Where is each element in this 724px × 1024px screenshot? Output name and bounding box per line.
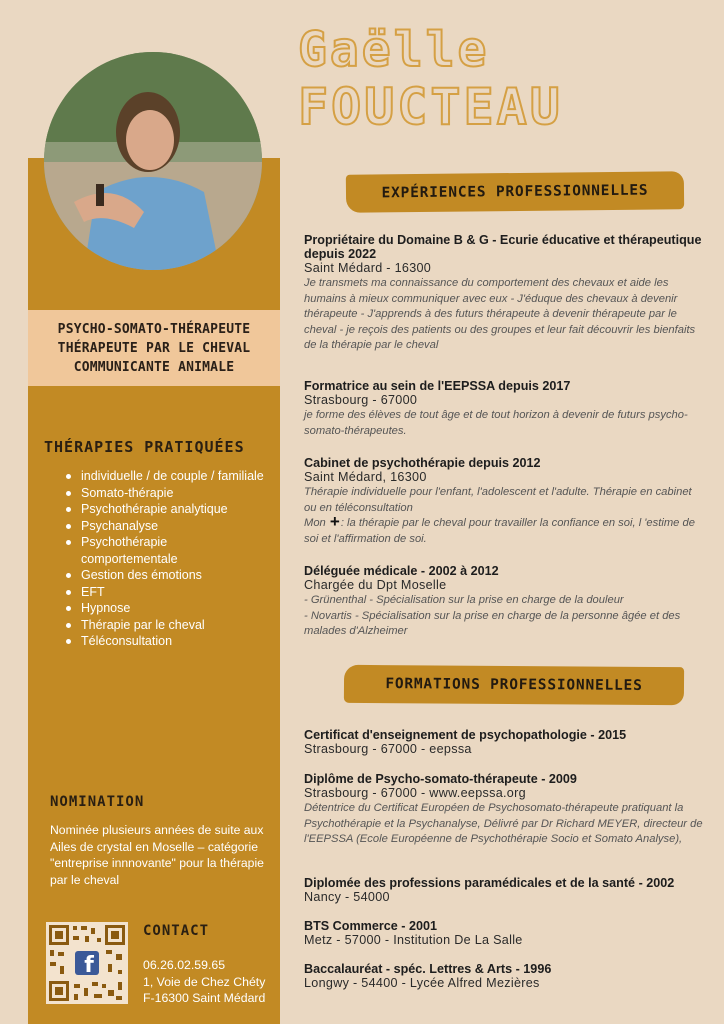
entry-title: Propriétaire du Domaine B & G - Ecurie éducative et thérapeutique depuis 2022: [304, 233, 702, 261]
entry-description: - Novartis - Spécialisation sur la prise en charge de la personne âgée et des malades d'Alzheimer: [304, 609, 681, 637]
experience-entry: [304, 233, 704, 354]
entry-location: Strasbourg - 67000: [304, 393, 418, 407]
contact-info: [143, 957, 265, 1007]
list-item: Thérapie par le cheval: [64, 617, 264, 634]
list-item: individuelle / de couple / familiale: [64, 468, 264, 485]
formation-entry: [304, 772, 704, 848]
list-item: Psychothérapie comportementale: [64, 534, 264, 567]
experience-entry: [304, 564, 704, 640]
experience-entry: [304, 456, 704, 547]
nomination-heading: NOMINATION: [50, 794, 145, 810]
entry-title: Diplomée des professions paramédicales et de la santé - 2002: [304, 876, 675, 890]
entry-title: Baccalauréat - spéc. Lettres & Arts - 1996: [304, 962, 552, 976]
entry-location: Strasbourg - 67000 - eepssa: [304, 742, 472, 756]
professional-titles: [28, 310, 280, 386]
entry-description: [304, 512, 704, 547]
list-item: Hypnose: [64, 600, 264, 617]
entry-title: Déléguée médicale - 2002 à 2012: [304, 564, 499, 578]
entry-title: Diplôme de Psycho-somato-thérapeute - 2009: [304, 772, 577, 786]
therapies-heading: THÉRAPIES PRATIQUÉES: [44, 438, 245, 456]
list-item: EFT: [64, 584, 264, 601]
contact-heading: CONTACT: [143, 923, 210, 939]
entry-title: Certificat d'enseignement de psychopathologie - 2015: [304, 728, 627, 742]
experience-entry: [304, 379, 704, 439]
plus-icon: +: [329, 512, 340, 531]
contact-address-line: 1, Voie de Chez Chéty: [143, 974, 266, 989]
qr-code[interactable]: [46, 922, 128, 1004]
entry-text: Mon: [304, 517, 326, 529]
list-item: Téléconsultation: [64, 633, 264, 650]
formation-entry: [304, 728, 704, 757]
entry-title: Formatrice au sein de l'EEPSSA depuis 2017: [304, 379, 571, 393]
title-line: THÉRAPEUTE PAR LE CHEVAL: [57, 340, 251, 356]
formation-heading: FORMATIONS PROFESSIONNELLES: [385, 676, 643, 694]
facebook-icon: f: [84, 953, 94, 978]
entry-location: Nancy - 54000: [304, 890, 390, 904]
last-name: FOUCTEAU: [298, 78, 563, 136]
first-name: Gaëlle: [298, 22, 490, 78]
contact-phone[interactable]: 06.26.02.59.65: [143, 958, 226, 972]
entry-description: - Grünenthal - Spécialisation sur la prise en charge de la douleur: [304, 594, 624, 606]
formation-entry: [304, 962, 704, 991]
entry-title: Cabinet de psychothérapie depuis 2012: [304, 456, 541, 470]
entry-title: BTS Commerce - 2001: [304, 919, 437, 933]
entry-location: Chargée du Dpt Moselle: [304, 578, 447, 592]
entry-text: : la thérapie par le cheval pour travailler la confiance en soi, l 'estime de soi et l'affirmation de soi.: [304, 517, 695, 545]
entry-location: Saint Médard, 16300: [304, 470, 427, 484]
entry-description: je forme des élèves de tout âge et de tout horizon à devenir de futurs psycho-somato-thérapeutes.: [304, 409, 688, 437]
list-item: Psychanalyse: [64, 518, 264, 535]
nomination-text: Nominée plusieurs années de suite aux Ailes de crystal en Moselle – catégorie "entreprise innnovante" pour la thérapie par le cheval: [50, 823, 264, 887]
formation-entry: [304, 876, 704, 905]
formation-banner: [344, 665, 684, 705]
experience-heading: EXPÉRIENCES PROFESSIONNELLES: [381, 182, 649, 202]
entry-location: Longwy - 54400 - Lycée Alfred Mezières: [304, 976, 540, 990]
contact-address-line: F-16300 Saint Médard: [143, 991, 266, 1005]
title-line: PSYCHO-SOMATO-THÉRAPEUTE: [57, 321, 251, 337]
title-line: COMMUNICANTE ANIMALE: [73, 359, 235, 375]
entry-location: Saint Médard - 16300: [304, 261, 432, 275]
formation-entry: [304, 919, 704, 948]
entry-description: Thérapie individuelle pour l'enfant, l'adolescent et l'adulte. Thérapie en cabinet ou en téléconsultation: [304, 486, 692, 514]
entry-description: Je transmets ma connaissance du comportement des chevaux et aide les humains à mieux communiquer avec eux - J'éduque des chevaux à devenir thérapeute - J'apprends à des futurs thérapeute à devenir thérapeute par le cheval - je reçois des patients ou des groupes et leur fait découvrir les bienfaits de la thérapie par le cheval: [304, 277, 696, 351]
list-item: Somato-thérapie: [64, 485, 264, 502]
entry-location: Strasbourg - 67000 - www.eepssa.org: [304, 786, 526, 800]
profile-photo: [44, 52, 262, 270]
entry-location: Metz - 57000 - Institution De La Salle: [304, 933, 523, 947]
entry-description: Détentrice du Certificat Européen de Psychosomato-thérapeute pratiquant la Psychothérapie et la Psychanalyse, Délivré par Dr Richard MEYER, directeur de l'EEPSSA (Ecole Européenne de Psychothérapie Socio et Somato Analyse),: [304, 802, 703, 845]
list-item: Gestion des émotions: [64, 567, 264, 584]
experience-banner: [346, 171, 684, 213]
list-item: Psychothérapie analytique: [64, 501, 264, 518]
therapies-list: [64, 468, 264, 650]
